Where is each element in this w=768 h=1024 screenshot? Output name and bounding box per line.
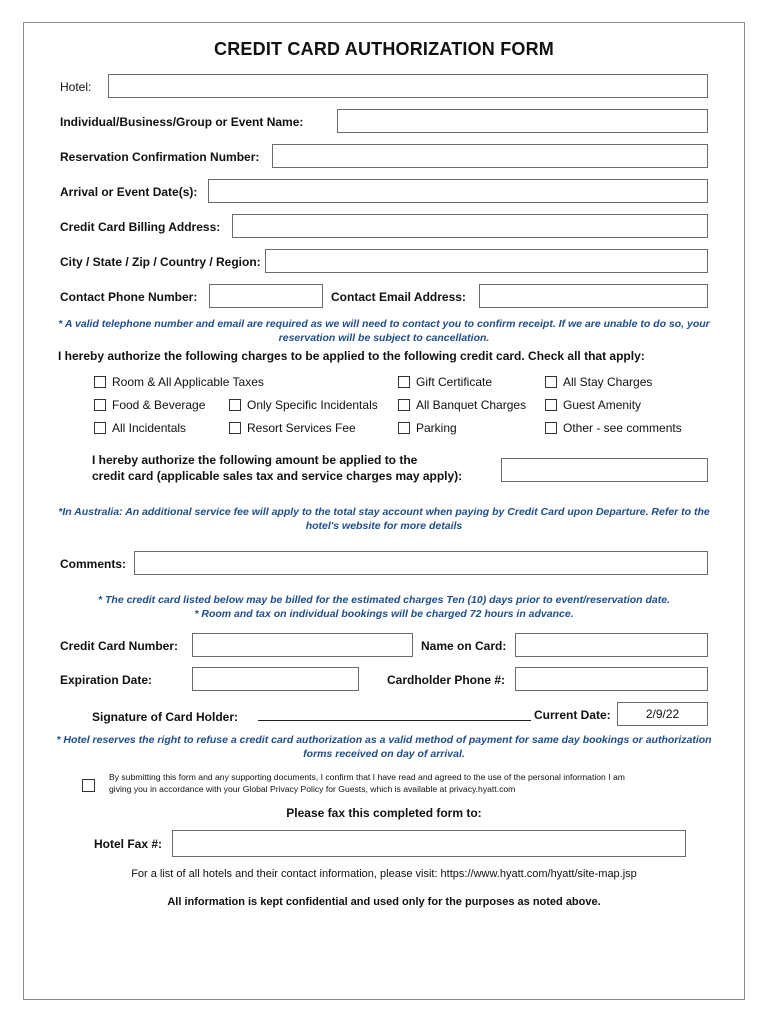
- form-title: CREDIT CARD AUTHORIZATION FORM: [214, 39, 554, 59]
- refuse-note-line2: forms received on day of arrival.: [303, 748, 465, 760]
- checkbox[interactable]: [94, 376, 106, 388]
- card-number-label: Credit Card Number:: [60, 639, 179, 653]
- checkbox[interactable]: [94, 399, 106, 411]
- card-name-label: Name on Card:: [421, 639, 507, 653]
- charge-label: Food & Beverage: [112, 398, 206, 412]
- billing-note-line1: * The credit card listed below may be billed for the estimated charges Ten (10) days prior to event/reservation date.: [97, 594, 671, 606]
- charge-label: All Stay Charges: [563, 375, 653, 389]
- email-label: Contact Email Address:: [331, 290, 466, 304]
- amount-label-line1: I hereby authorize the following amount be applied to the: [92, 453, 418, 467]
- consent-text: [109, 771, 625, 795]
- expiration-label: Expiration Date:: [60, 673, 153, 687]
- contact-note-line1: * A valid telephone number and email are required as we will need to contact you to confirm receipt. If we are unable to do so, your: [58, 318, 710, 330]
- fax-field[interactable]: [172, 830, 686, 857]
- checkbox[interactable]: [545, 399, 557, 411]
- charge-other[interactable]: [545, 421, 682, 435]
- billing-note-line2: * Room and tax on individual bookings will be charged 72 hours in advance.: [194, 608, 574, 620]
- checkbox[interactable]: [229, 399, 241, 411]
- expiration-field[interactable]: [192, 667, 359, 691]
- authorize-heading: I hereby authorize the following charges to be applied to the following credit card. Check all that apply:: [58, 349, 645, 363]
- checkbox[interactable]: [398, 422, 410, 434]
- refuse-note-line1: * Hotel reserves the right to refuse a credit card authorization as a valid method of payment for same day bookings or authorization: [56, 734, 712, 746]
- contact-note-line2: reservation will be subject to cancellation.: [278, 332, 490, 344]
- charge-label: Guest Amenity: [563, 398, 642, 412]
- charge-all-incidentals[interactable]: [94, 421, 186, 435]
- comments-label: Comments:: [60, 557, 127, 571]
- consent-line2: giving you in accordance with your Global Privacy Policy for Guests, which is available at privacy.hyatt.com: [109, 784, 516, 794]
- dates-label: Arrival or Event Date(s):: [60, 185, 198, 199]
- charge-label: Only Specific Incidentals: [247, 398, 378, 412]
- consent-line1: By submitting this form and any supporting documents, I confirm that I have read and agreed to the use of the personal information I am: [109, 772, 625, 782]
- billing-label: Credit Card Billing Address:: [60, 220, 221, 234]
- charge-resort-fee[interactable]: [229, 421, 356, 435]
- fax-label: Hotel Fax #:: [94, 837, 163, 851]
- checkbox[interactable]: [94, 422, 106, 434]
- charge-parking[interactable]: [398, 421, 457, 435]
- cardholder-phone-label: Cardholder Phone #:: [387, 673, 506, 687]
- card-name-field[interactable]: [515, 633, 708, 657]
- amount-field[interactable]: [501, 458, 708, 482]
- charge-guest-amenity[interactable]: [545, 398, 641, 412]
- city-field[interactable]: [265, 249, 708, 273]
- confirmation-label: Reservation Confirmation Number:: [60, 150, 260, 164]
- signature-line[interactable]: [258, 720, 531, 721]
- charge-label: Parking: [416, 421, 457, 435]
- checkbox[interactable]: [229, 422, 241, 434]
- confidential-note: All information is kept confidential and used only for the purposes as noted above.: [167, 896, 601, 908]
- dates-field[interactable]: [208, 179, 708, 203]
- checkbox[interactable]: [398, 376, 410, 388]
- australia-note-line1: *In Australia: An additional service fee will apply to the total stay account when paying by Credit Card upon Departure. Refer to the: [58, 506, 710, 518]
- amount-label-line2: credit card (applicable sales tax and service charges may apply):: [92, 469, 463, 483]
- current-date-label: Current Date:: [534, 708, 611, 722]
- email-field[interactable]: [479, 284, 708, 308]
- charge-label: All Banquet Charges: [416, 398, 527, 412]
- checkbox[interactable]: [398, 399, 410, 411]
- billing-field[interactable]: [232, 214, 708, 238]
- charge-food-beverage[interactable]: [94, 398, 205, 412]
- current-date-value: 2/9/22: [645, 707, 680, 721]
- confirmation-field[interactable]: [272, 144, 708, 168]
- city-label: City / State / Zip / Country / Region:: [60, 255, 261, 269]
- charge-label: All Incidentals: [112, 421, 187, 435]
- current-date-field[interactable]: [617, 702, 708, 726]
- signature-label: Signature of Card Holder:: [92, 710, 239, 724]
- name-label: Individual/Business/Group or Event Name:: [60, 115, 304, 129]
- cardholder-phone-field[interactable]: [515, 667, 708, 691]
- charge-specific-incidentals[interactable]: [229, 398, 378, 412]
- charge-label: Room & All Applicable Taxes: [112, 375, 264, 389]
- hotel-label: Hotel:: [60, 80, 92, 94]
- charge-gift-certificate[interactable]: [398, 375, 492, 389]
- charge-label: Resort Services Fee: [247, 421, 356, 435]
- checkbox[interactable]: [545, 376, 557, 388]
- card-number-field[interactable]: [192, 633, 413, 657]
- charge-all-stay[interactable]: [545, 375, 652, 389]
- name-field[interactable]: [337, 109, 708, 133]
- charge-banquet[interactable]: [398, 398, 526, 412]
- checkbox[interactable]: [545, 422, 557, 434]
- hotel-field[interactable]: [108, 74, 708, 98]
- comments-field[interactable]: [134, 551, 708, 575]
- hotels-info: For a list of all hotels and their contact information, please visit: https://www.hyatt.com/hyatt/site-map.jsp: [131, 868, 637, 880]
- consent-checkbox[interactable]: [82, 779, 95, 792]
- charge-label: Other - see comments: [563, 421, 682, 435]
- australia-note-line2: hotel's website for more details: [305, 520, 463, 532]
- fax-heading: Please fax this completed form to:: [286, 806, 482, 820]
- charge-label: Gift Certificate: [416, 375, 493, 389]
- charge-room-taxes[interactable]: [94, 375, 264, 389]
- phone-field[interactable]: [209, 284, 323, 308]
- phone-label: Contact Phone Number:: [60, 290, 198, 304]
